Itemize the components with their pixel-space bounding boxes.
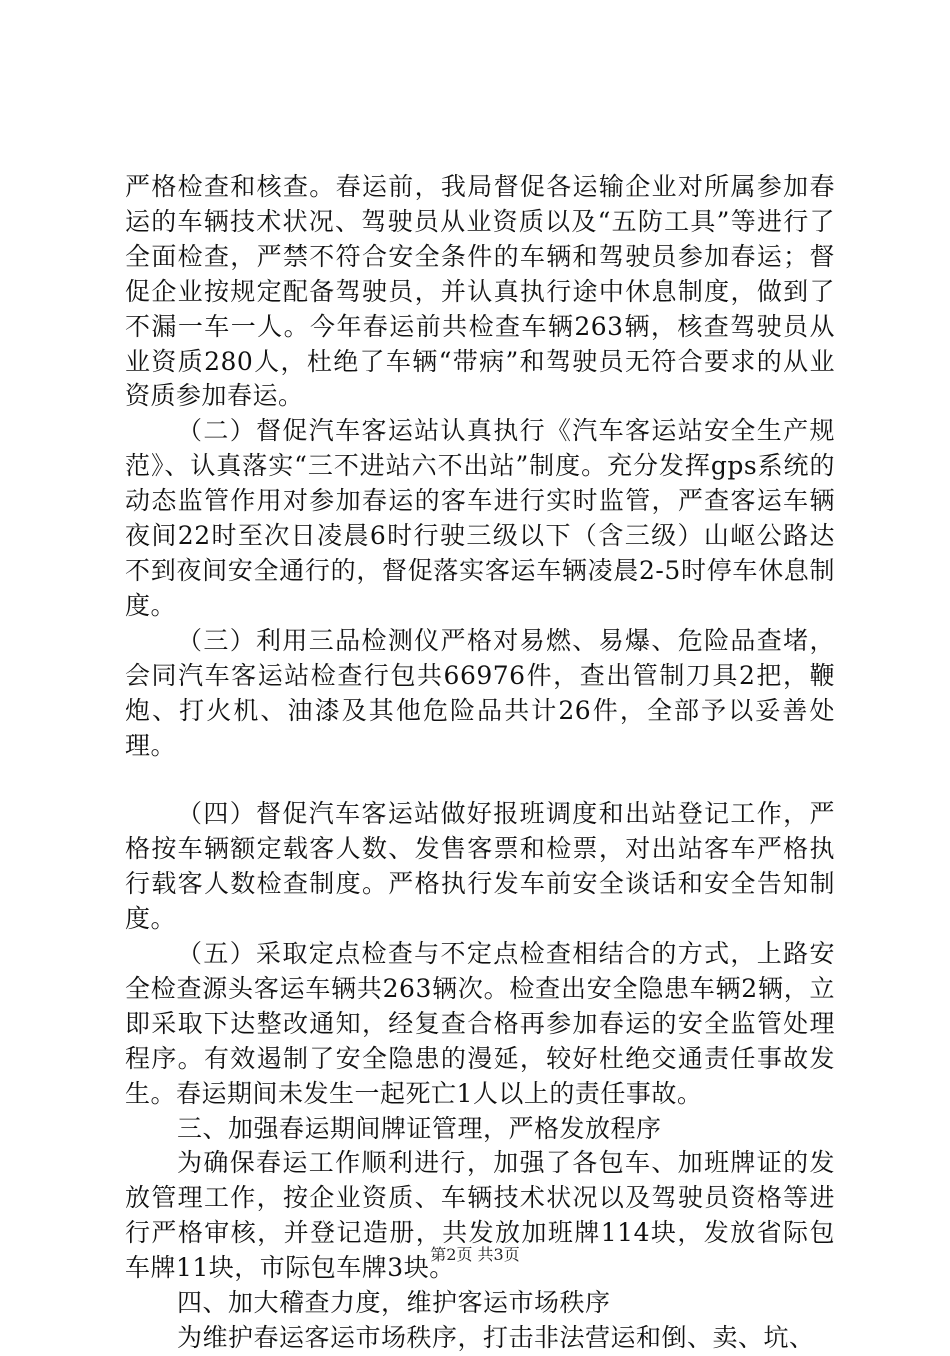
section-heading-4: 四、加大稽查力度，维护客运市场秩序 xyxy=(177,1288,611,1318)
section-heading-3: 三、加强春运期间牌证管理，严格发放程序 xyxy=(177,1113,662,1143)
paragraph-inspection-intro: 严格检查和核查。春运前，我局督促各运输企业对所属参加春运的车辆技术状况、驾驶员从业资质以及“五防工具”等进行了全面检查，严禁不符合安全条件的车辆和驾驶员参加春运；督促企业按规定配备驾驶员，并认真执行途中休息制度，做到了不漏一车一人。今年春运前共检查车辆263辆，核查驾驶员从业资质280人，杜绝了车辆“带病”和驾驶员无符合要求的从业资质参加春运。 xyxy=(125,172,835,411)
paragraph-permit-management: 为确保春运工作顺利进行，加强了各包车、加班牌证的发放管理工作，按企业资质、车辆技术状况以及驾驶员资格等进行严格审核，并登记造册，共发放加班牌114块，发放省际包车牌11块，市际包车牌3块。 xyxy=(125,1148,835,1283)
paragraph-item-3: （三）利用三品检测仪严格对易燃、易爆、危险品查堵，会同汽车客运站检查行包共66976件，查出管制刀具2把，鞭炮、打火机、油漆及其他危险品共计26件，全部予以妥善处理。 xyxy=(125,625,835,760)
paragraph-item-2: （二）督促汽车客运站认真执行《汽车客运站安全生产规范》、认真落实“三不进站六不出站”制度。充分发挥gps系统的动态监管作用对参加春运的客车进行实时监管，严查客运车辆夜间22时至次日凌晨6时行驶三级以下（含三级）山岖公路达不到夜间安全通行的，督促落实客运车辆凌晨2-5时停车休息制度。 xyxy=(125,416,835,620)
paragraph-item-4: （四）督促汽车客运站做好报班调度和出站登记工作，严格按车辆额定载客人数、发售客票和检票，对出站客车严格执行载客人数检查制度。严格执行发车前安全谈话和安全告知制度。 xyxy=(125,799,835,934)
document-body xyxy=(125,170,835,1356)
paragraph-item-5: （五）采取定点检查与不定点检查相结合的方式，上路安全检查源头客运车辆共263辆次。检查出安全隐患车辆2辆，立即采取下达整改通知，经复查合格再参加春运的安全监管处理程序。有效遏制了安全隐患的漫延，较好杜绝交通责任事故发生。春运期间未发生一起死亡1人以上的责任事故。 xyxy=(125,939,835,1108)
page-footer: 第2页 共3页 xyxy=(430,1245,520,1264)
paragraph-market-order: 为维护春运客运市场秩序，打击非法营运和倒、卖、坑、 xyxy=(177,1323,815,1352)
